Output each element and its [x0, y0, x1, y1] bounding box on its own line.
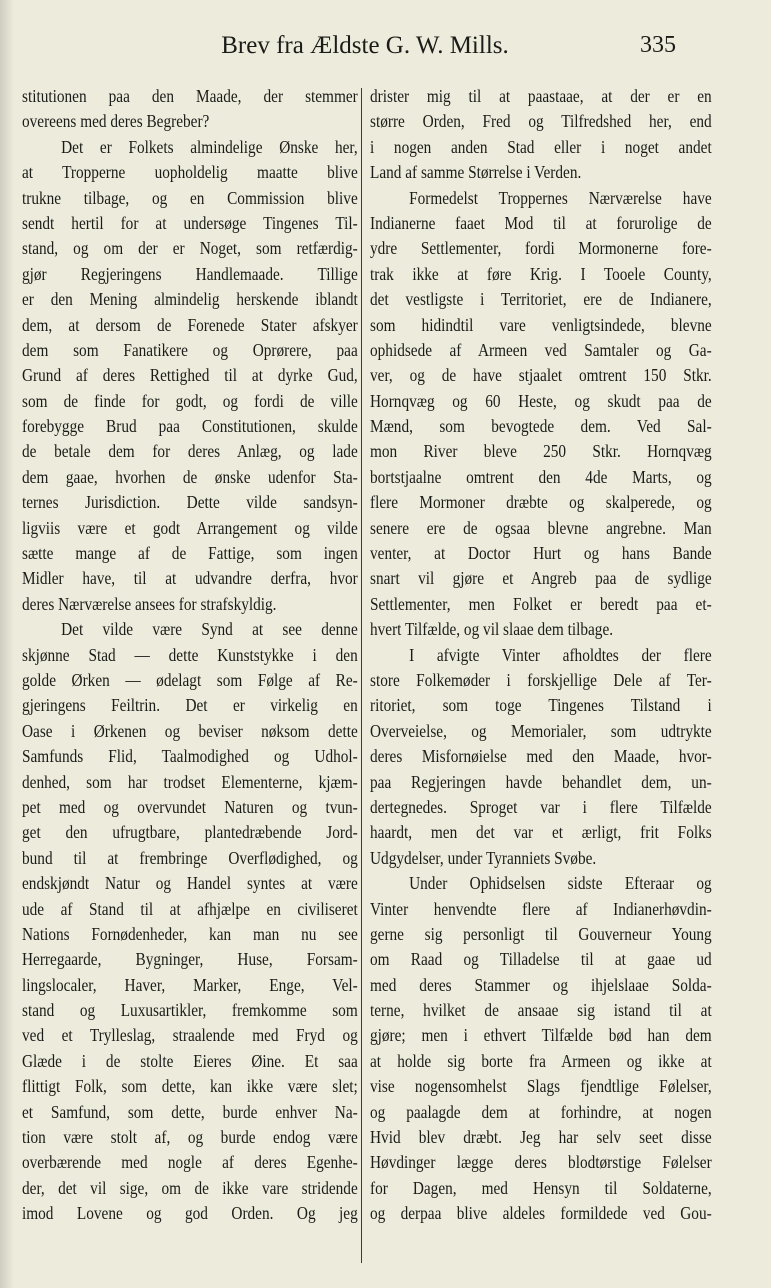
left-column-text-line: Samfunds Flid, Taalmodighed og Udhol-: [22, 746, 358, 767]
right-column-text-line: terne, hvilket de ansaae sig istand til at: [370, 1000, 712, 1021]
right-column-text-line: ydre Settlementer, fordi Mormonerne fore-: [370, 238, 712, 259]
right-column: [370, 84, 771, 1227]
right-column-text-line: bortstjaalne omtrent den 4de Marts, og: [370, 466, 712, 487]
right-column-text-line: og paalagde dem at forhindre, at nogen: [370, 1101, 712, 1122]
left-column-text-line: trukne tilbage, og en Commission blive: [22, 187, 358, 208]
left-column-text-line: tion være stolt af, og burde endog være: [22, 1127, 358, 1148]
left-column-text-line: Nations Fornødenheder, kan man nu see: [22, 923, 358, 944]
right-column-text-line: ver, og de have stjaalet omtrent 150 Stkr.: [370, 365, 712, 386]
right-column-text-line: I afvigte Vinter afholdtes der flere: [409, 644, 712, 665]
right-column-text-line: og derpaa blive aldeles formildede ved Gou-: [370, 1203, 712, 1224]
left-column-text-line: sendt hertil for at undersøge Tingenes Til-: [22, 212, 358, 233]
left-column-text-line: et Samfund, som dette, burde enhver Na-: [22, 1101, 358, 1122]
right-column-text-line: Udgydelser, under Tyranniets Svøbe.: [370, 847, 597, 868]
right-column-text-line: store Folkemøder i forskjellige Dele af Ter-: [370, 669, 712, 690]
left-column-text-line: at Tropperne uopholdelig maatte blive: [22, 162, 358, 183]
left-column-text-line: forebygge Brud paa Constitutionen, skulde: [22, 416, 358, 437]
right-column-text-line: hvert Tilfælde, og vil slaae dem tilbage.: [370, 619, 614, 640]
right-column-text-line: haardt, men det var et ærligt, frit Folks: [370, 822, 712, 843]
right-column-text-line: vise nogensomhelst Slags fjendtlige Følelser,: [370, 1076, 712, 1097]
right-column-text-line: Mænd, som bevogtede dem. Ved Sal-: [370, 416, 712, 437]
right-column-text-line: gjøre; men i ethvert Tilfælde bød han dem: [370, 1025, 712, 1046]
left-column-text-line: endskjøndt Natur og Handel syntes at være: [22, 873, 358, 894]
left-column-text-line: sætte mange af de Fattige, som ingen: [22, 543, 358, 564]
right-column-text-line: som hidindtil vare venligtsindede, blevne: [370, 314, 712, 335]
left-column-text-line: overeens med deres Begreber?: [22, 111, 210, 132]
left-column-text-line: ved et Trylleslag, straalende med Fryd og: [22, 1025, 358, 1046]
left-column-text-line: stand og Luxusartikler, fremkomme som: [22, 1000, 358, 1021]
left-column-text-line: imod Lovene og god Orden. Og jeg: [22, 1203, 358, 1224]
right-column-text-line: i nogen anden Stad eller i noget andet: [370, 136, 712, 157]
left-column-text-line: Det er Folkets almindelige Ønske her,: [61, 136, 358, 157]
left-column-text-line: get den ufrugtbare, plantedræbende Jord-: [22, 822, 358, 843]
left-column-text-line: deres Nærværelse ansees for strafskyldig.: [22, 593, 277, 614]
right-column-text-line: venter, at Doctor Hurt og hans Bande: [370, 543, 712, 564]
right-column-text-line: Indianerne faaet Mod til at forurolige de: [370, 212, 712, 233]
right-column-text-line: Formedelst Troppernes Nærværelse have: [409, 187, 712, 208]
right-column-text-line: senere ere de ogsaa blevne angrebne. Man: [370, 517, 712, 538]
left-column-text-line: flittigt Folk, som dette, kan ikke være slet;: [22, 1076, 358, 1097]
page-edge-shadow: [0, 0, 14, 1288]
left-column-text-line: bund til at frembringe Overflødighed, og: [22, 847, 358, 868]
right-column-text-line: paa Regjeringen havde behandlet dem, un-: [370, 771, 712, 792]
page-number: 335: [640, 32, 676, 58]
right-column-text-line: Under Ophidselsen sidste Efteraar og: [409, 873, 712, 894]
right-column-text-line: Overveielse, og Memorialer, som udtrykte: [370, 720, 712, 741]
left-column-text-line: Det vilde være Synd at see denne: [61, 619, 358, 640]
left-column-text-line: Grund af deres Rettighed til at dyrke Gud,: [22, 365, 358, 386]
left-column-text-line: denhed, som har trodset Elementerne, kjæm-: [22, 771, 358, 792]
right-column-text-line: flere Mormoner dræbte og skalperede, og: [370, 492, 712, 513]
right-column-text-line: at holde sig borte fra Armeen og ikke at: [370, 1050, 712, 1071]
right-column-text-line: større Orden, Fred og Tilfredshed her, end: [370, 111, 712, 132]
left-column: [22, 84, 417, 1227]
left-column-text-line: stand, og om der er Noget, som retfærdig-: [22, 238, 358, 259]
right-column-text-line: ophidsede af Armeen ved Samtaler og Ga-: [370, 339, 712, 360]
right-column-text-line: ritoriet, som toge Tingenes Tilstand i: [370, 695, 712, 716]
right-column-text-line: mon River bleve 250 Stkr. Hornqvæg: [370, 441, 712, 462]
left-column-text-line: lingslocaler, Haver, Marker, Enge, Vel-: [22, 974, 358, 995]
right-column-text-line: Vinter henvendte flere af Indianerhøvdin-: [370, 898, 712, 919]
right-column-text-line: dertegnedes. Sproget var i flere Tilfælde: [370, 796, 712, 817]
right-column-text-line: Hvid blev dræbt. Jeg har selv seet disse: [370, 1127, 712, 1148]
left-column-text-line: der, det vil sige, om de ikke vare stridende: [22, 1177, 358, 1198]
left-column-text-line: dem gaae, hvorhen de ønske udenfor Sta-: [22, 466, 358, 487]
right-column-text-line: med deres Stammer og ihjelslaae Solda-: [370, 974, 712, 995]
left-column-text-line: overbærende med nogle af deres Egenhe-: [22, 1152, 358, 1173]
right-column-text-line: trak ikke at føre Krig. I Tooele County,: [370, 263, 712, 284]
right-column-text-line: drister mig til at paastaae, at der er en: [370, 86, 712, 106]
right-column-text-line: Settlementer, men Folket er beredt paa et-: [370, 593, 712, 614]
left-column-text-line: er den Mening almindelig herskende iblandt: [22, 289, 358, 310]
right-column-text-line: for Dagen, med Hensyn til Soldaterne,: [370, 1177, 712, 1198]
right-column-text-line: gerne sig personligt til Gouverneur Young: [370, 923, 712, 944]
right-column-text-line: snart vil gjøre et Angreb paa de sydlige: [370, 568, 712, 589]
right-column-text-line: Land af samme Størrelse i Verden.: [370, 162, 582, 183]
left-column-text-line: golde Ørken — ødelagt som Følge af Re-: [22, 669, 358, 690]
left-column-text-line: dem, at dersom de Forenede Stater afskyer: [22, 314, 358, 335]
left-column-text-line: Glæde i de stolte Eieres Øine. Et saa: [22, 1050, 358, 1071]
left-column-text-line: som de finde for godt, og fordi de ville: [22, 390, 358, 411]
left-column-text-line: ternes Jurisdiction. Dette vilde sandsyn-: [22, 492, 358, 513]
left-column-text-line: Midler have, til at udvandre derfra, hvor: [22, 568, 358, 589]
running-header-title: Brev fra Ældste G. W. Mills.: [221, 32, 509, 59]
right-column-text-line: om Raad og Tilladelse til at gaae ud: [370, 949, 712, 970]
left-column-text-line: stitutionen paa den Maade, der stemmer: [22, 86, 358, 106]
left-column-text-line: de betale dem for deres Anlæg, og lade: [22, 441, 358, 462]
left-column-text-line: skjønne Stad — dette Kunststykke i den: [22, 644, 358, 665]
right-column-text-line: Høvdinger lægge deres blodtørstige Følelser: [370, 1152, 712, 1173]
left-column-text-line: pet med og overvundet Naturen og tvun-: [22, 796, 358, 817]
left-column-text-line: Herregaarde, Bygninger, Huse, Forsam-: [22, 949, 358, 970]
left-column-text-line: ligviis være et godt Arrangement og vilde: [22, 517, 358, 538]
right-column-text-line: deres Misfornøielse med den Maade, hvor-: [370, 746, 712, 767]
left-column-text-line: Oase i Ørkenen og beviser nøksom dette: [22, 720, 358, 741]
left-column-text-line: ude af Stand til at afhjælpe en civiliseret: [22, 898, 358, 919]
left-column-text-line: dem som Fanatikere og Oprørere, paa: [22, 339, 358, 360]
left-column-text-line: gjeringens Feiltrin. Det er virkelig en: [22, 695, 358, 716]
right-column-text-line: Hornqvæg og 60 Heste, og skudt paa de: [370, 390, 712, 411]
right-column-text-line: det vestligste i Territoriet, ere de Indianere,: [370, 289, 712, 310]
left-column-text-line: gjør Regjeringens Handlemaade. Tillige: [22, 263, 358, 284]
